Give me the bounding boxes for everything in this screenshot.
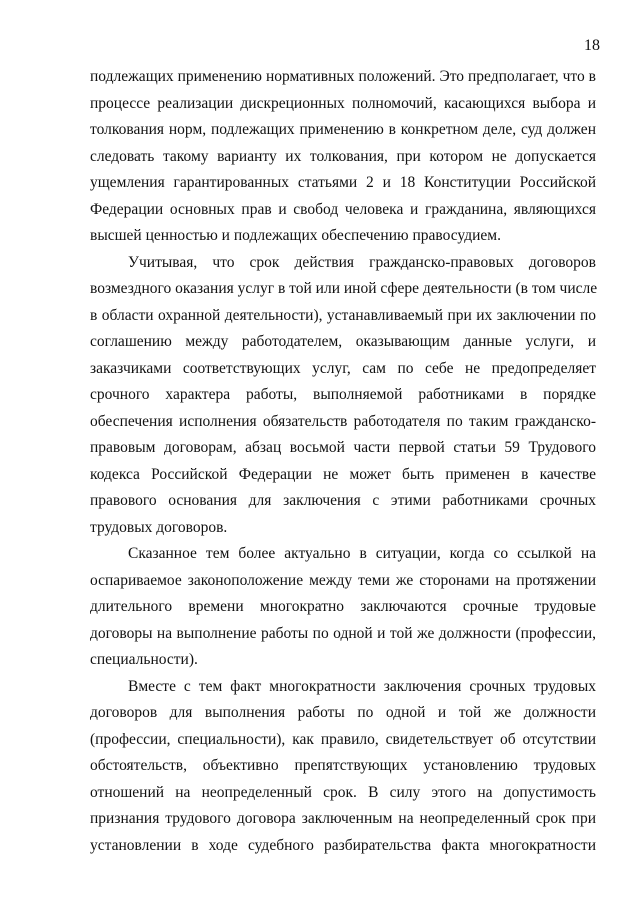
text-line: отношений на неопределенный срок. В силу этого на допустимость	[90, 783, 596, 801]
text-line: трудовых договоров.	[90, 518, 228, 536]
paragraph-4	[90, 674, 596, 860]
text-line: оспариваемое законоположение между теми же сторонами на протяжении	[90, 571, 596, 589]
text-line: установлении в ходе судебного разбирательства факта многократности	[90, 836, 596, 854]
text-line: Вместе с тем факт многократности заключения срочных трудовых	[128, 677, 596, 695]
paragraph-3	[90, 541, 596, 674]
text-line: процессе реализации дискреционных полномочий, касающихся выбора и	[90, 94, 596, 112]
text-line: соглашению между работодателем, оказывающим данные услуги, и	[90, 333, 596, 350]
text-line: толкования норм, подлежащих применению в конкретном деле, суд должен	[90, 121, 596, 138]
text-line: заказчиками соответствующих услуг, сам по себе не предопределяет	[90, 359, 596, 377]
text-line: возмездного оказания услуг в той или иной сфере деятельности (в том числе	[90, 280, 598, 297]
paragraph-2	[90, 250, 596, 542]
page-number: 18	[584, 37, 600, 54]
text-line: правовым договорам, абзац восьмой части первой статьи 59 Трудового	[90, 439, 596, 456]
document-body	[90, 64, 596, 859]
text-line: специальности).	[90, 651, 198, 668]
text-line: обеспечения исполнения обязательств работодателя по таким гражданско-	[90, 412, 596, 430]
text-line: срочного характера работы, выполняемой работниками в порядке	[90, 386, 596, 403]
text-line: в области охранной деятельности), устанавливаемый при их заключении по	[90, 306, 596, 324]
text-line: договоров для выполнения работы по одной и той же должности	[90, 704, 596, 721]
text-line: договоры на выполнение работы по одной и той же должности (профессии,	[90, 624, 596, 642]
text-line: обстоятельств, объективно препятствующих установлению трудовых	[90, 757, 596, 774]
text-line: ущемления гарантированных статьями 2 и 18 Конституции Российской	[90, 174, 596, 191]
text-line: признания трудового договора заключенным на неопределенный срок при	[90, 810, 596, 827]
text-line: Федерации основных прав и свобод человека и гражданина, являющихся	[90, 200, 596, 218]
text-line: длительного времени многократно заключаются срочные трудовые	[90, 598, 596, 615]
text-line: правового основания для заключения с этими работниками срочных	[90, 492, 596, 509]
text-line: Сказанное тем более актуально в ситуации, когда со ссылкой на	[128, 545, 596, 562]
text-line: (профессии, специальности), как правило, свидетельствует об отсутствии	[90, 730, 596, 748]
text-line: Учитывая, что срок действия гражданско-правовых договоров	[128, 253, 596, 271]
text-line: подлежащих применению нормативных положений. Это предполагает, что в	[90, 68, 596, 85]
text-line: высшей ценностью и подлежащих обеспечению правосудием.	[90, 227, 501, 244]
paragraph-1	[90, 64, 596, 250]
text-line: кодекса Российской Федерации не может быть применен в качестве	[90, 465, 596, 483]
text-line: следовать такому варианту их толкования, при котором не допускается	[90, 147, 596, 165]
